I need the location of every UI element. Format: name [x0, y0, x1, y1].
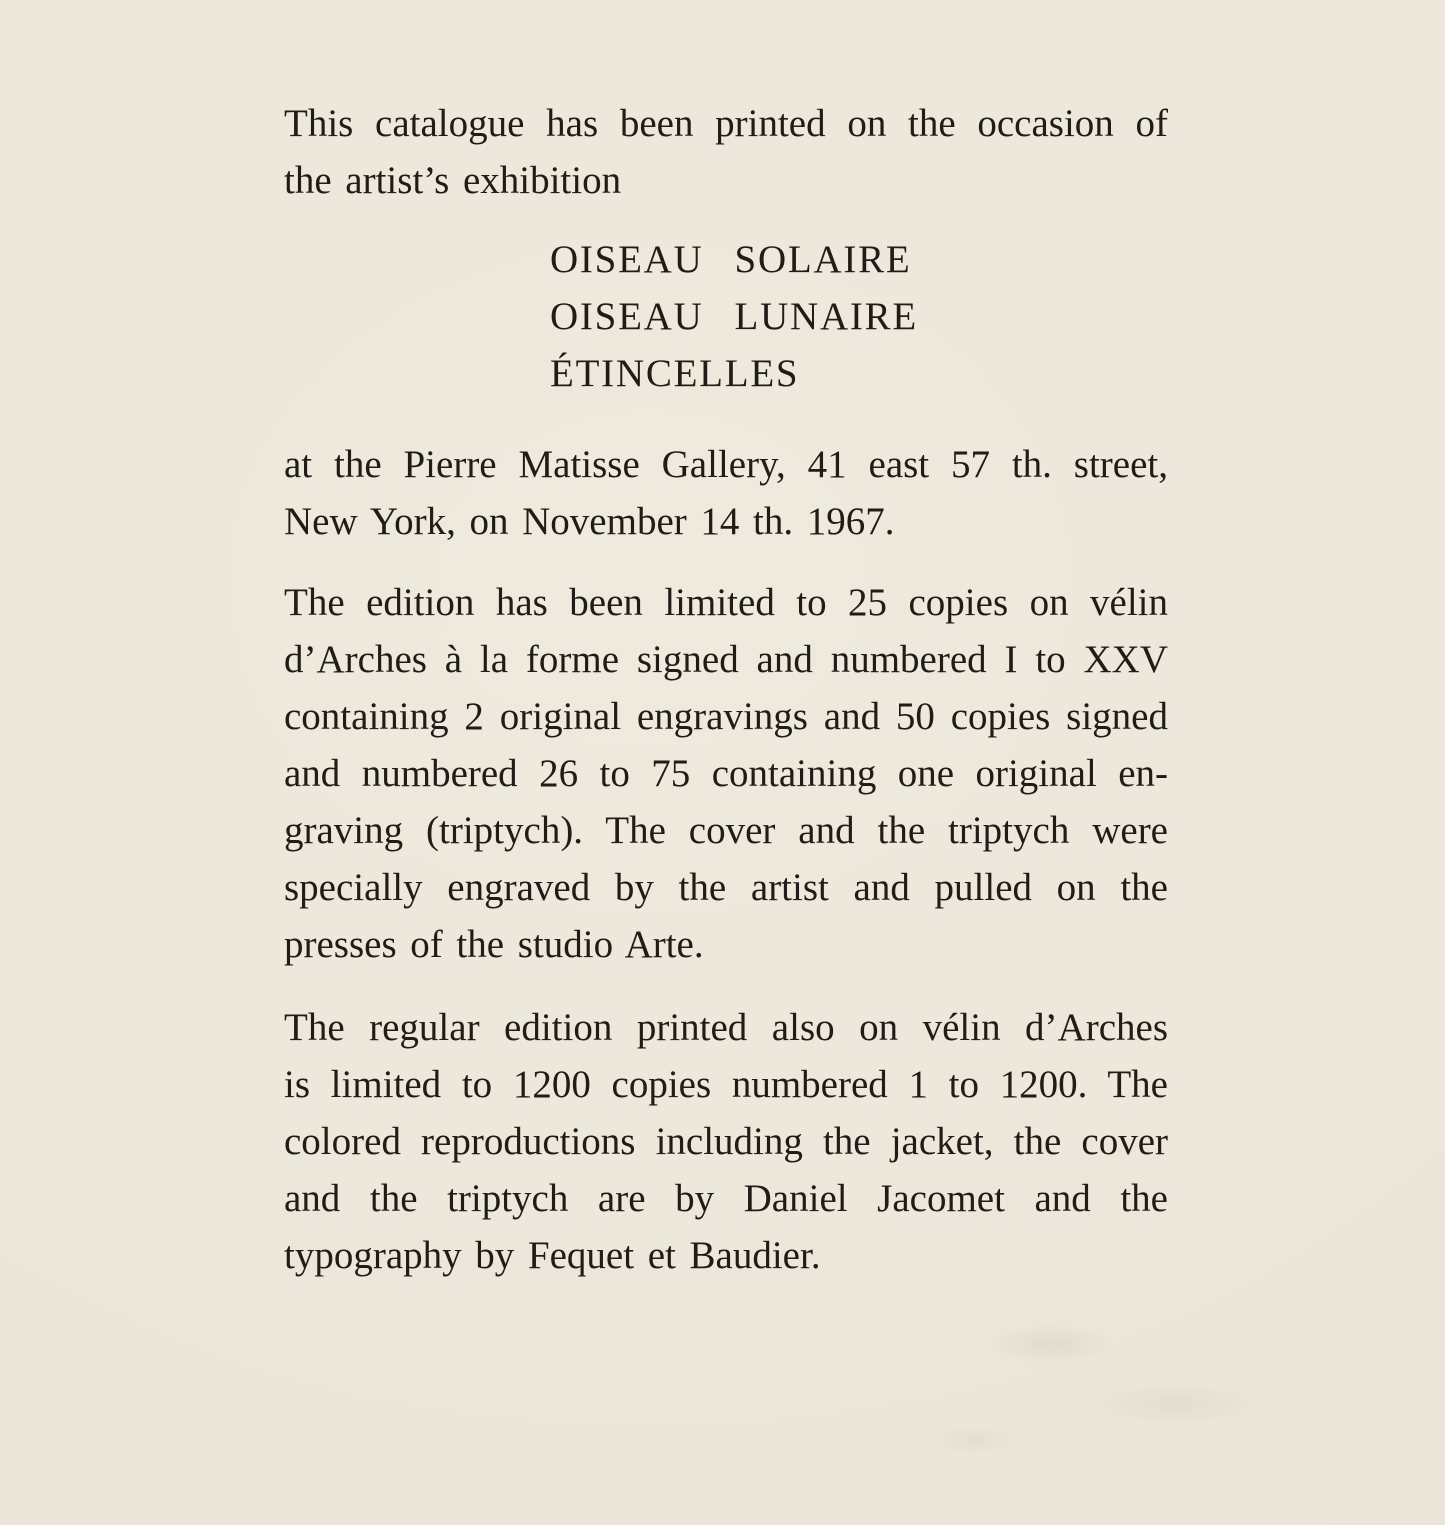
text-line: containing 2 original engravings and 50 copies signed	[284, 695, 1168, 738]
colophon-text-block	[284, 95, 1168, 1284]
text-line: presses of the studio Arte.	[284, 923, 704, 966]
paragraph-intro	[284, 95, 1168, 209]
exhibition-title: OISEAU SOLAIRE	[550, 238, 912, 281]
paragraph-regular-edition	[284, 999, 1168, 1284]
exhibition-title-list	[550, 231, 1168, 402]
text-line: and the triptych are by Daniel Jacomet and the	[284, 1177, 1168, 1220]
text-line: colored reproductions including the jacket, the cover	[284, 1120, 1168, 1163]
paper-showthrough-marks	[850, 1260, 1350, 1500]
text-line: The edition has been limited to 25 copies on vélin	[284, 581, 1168, 624]
text-line: is limited to 1200 copies numbered 1 to 1200. The	[284, 1063, 1168, 1106]
text-line: specially engraved by the artist and pulled on the	[284, 866, 1168, 909]
text-line: and numbered 26 to 75 containing one original en-	[284, 752, 1168, 795]
paragraph-venue	[284, 436, 1168, 550]
text-line: the artist’s exhibition	[284, 159, 622, 202]
paragraph-limited-edition	[284, 574, 1168, 973]
text-line: d’Arches à la forme signed and numbered I to XXV	[284, 638, 1168, 681]
text-line: New York, on November 14 th. 1967.	[284, 500, 895, 543]
text-line: typography by Fequet et Baudier.	[284, 1234, 821, 1277]
text-line: graving (triptych). The cover and the triptych were	[284, 809, 1168, 852]
text-line: at the Pierre Matisse Gallery, 41 east 57 th. street,	[284, 443, 1168, 486]
exhibition-title: OISEAU LUNAIRE	[550, 295, 918, 338]
text-line: This catalogue has been printed on the occasion of	[284, 102, 1168, 145]
exhibition-title: ÉTINCELLES	[550, 352, 800, 395]
text-line: The regular edition printed also on vélin d’Arches	[284, 1006, 1168, 1049]
